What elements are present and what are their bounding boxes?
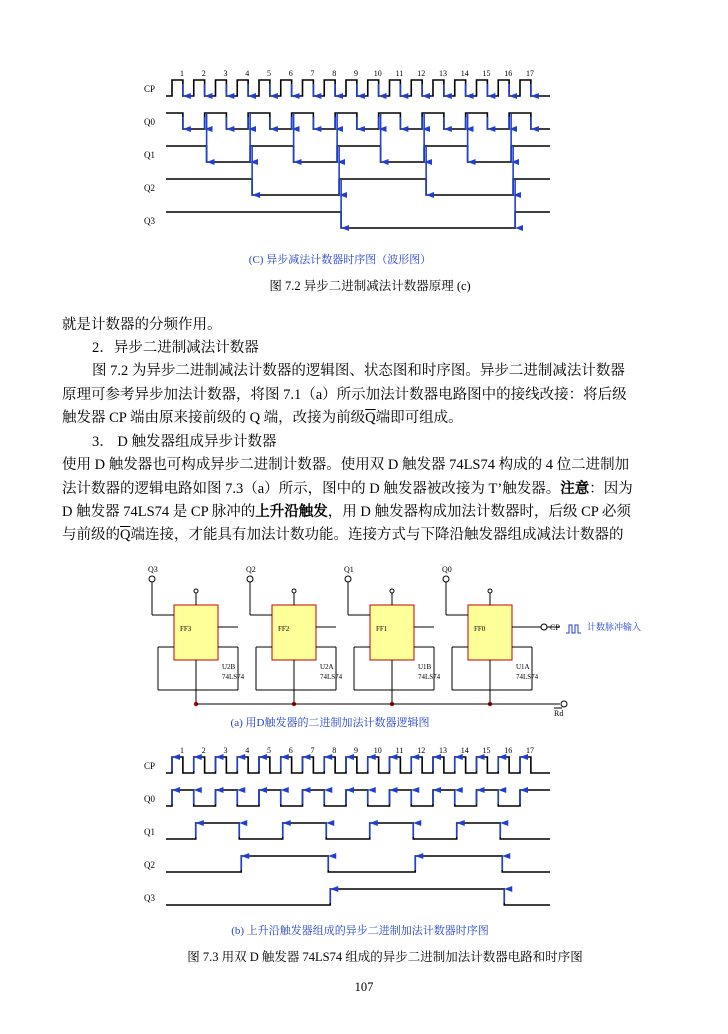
text-line (62, 478, 668, 501)
output-label-q3: Q3 (148, 565, 158, 574)
rd-label: Rd (554, 709, 564, 718)
set-pin (194, 589, 198, 593)
pulse-number: 8 (332, 69, 337, 78)
pulse-number: 5 (267, 69, 271, 78)
cp-label: CP (550, 623, 560, 632)
pulse-number: 6 (288, 69, 293, 78)
pulse-icon (566, 625, 581, 633)
pulse-number: 10 (373, 69, 382, 78)
chip-type: 74LS74 (222, 673, 245, 681)
chip-type: 74LS74 (418, 673, 441, 681)
text-line (62, 407, 668, 430)
fig73-caption: 图 7.3 用双 D 触发器 74LS74 组成的异步二进制加法计数器电路和时序图 (187, 950, 583, 964)
output-terminal (149, 576, 155, 582)
pulse-number: 11 (395, 746, 404, 755)
cp-note: 计数脉冲输入 (587, 622, 642, 632)
signal-labels (144, 84, 155, 226)
output-terminal (247, 576, 253, 582)
text-line: 图 7.2 为异步二进制减法计数器的逻辑图、状态图和时序图。异步二进制减法计数器 (92, 363, 625, 379)
pulse-number: 13 (439, 746, 447, 755)
fig72-timing-diagram (140, 66, 560, 246)
pulse-number: 3 (223, 746, 228, 755)
pulse-number: 15 (482, 746, 491, 755)
pulse-number: 13 (439, 69, 447, 78)
text-line (62, 524, 668, 547)
set-pin (292, 589, 296, 593)
text-line: 使用 D 触发器也可构成异步二进制计数器。使用双 D 触发器 74LS74 构成的 4 位二进制加 (62, 457, 630, 473)
cp-waveform (166, 757, 550, 773)
signal-label-cp: CP (144, 84, 156, 94)
signal-label-q1: Q1 (144, 150, 155, 160)
signal-label-q3: Q3 (144, 216, 155, 226)
section-heading: 2．异步二进制减法计数器 (92, 340, 259, 356)
fig73a-circuit (140, 560, 660, 720)
q-bar: $\overline{Q}$ (120, 527, 131, 543)
fig72-subcaption: (C) 异步减法计数器时序图（波形图） (248, 254, 432, 266)
chip-type: 74LS74 (320, 673, 343, 681)
signal-label-q0: Q0 (144, 794, 155, 804)
cp-terminal (541, 624, 547, 630)
fig73b-subcaption: (b) 上升沿触发器组成的异步二进制加法计数器时序图 (231, 925, 489, 937)
pulse-number: 14 (460, 69, 469, 78)
fig73a-subcaption: (a) 用D触发器的二进制加法计数器逻辑图 (230, 717, 430, 729)
q3-waveform (166, 212, 550, 228)
chip-id: U1B (418, 663, 432, 671)
text-run: 触发器 CP 端由原来接前级的 Q 端，改接为前级 (62, 410, 366, 426)
q0-waveform (166, 790, 550, 806)
q2-waveform (166, 179, 550, 195)
ff-name: FF0 (474, 625, 486, 633)
text-run: 与前级的 (62, 527, 120, 543)
pulse-numbers (180, 746, 534, 755)
waveforms (166, 757, 550, 905)
chip-id: U1A (516, 663, 530, 671)
text-run: 法计数器的逻辑电路如图 7.3（a）所示，图中的 D 触发器被改接为 T’触发器。 (62, 481, 561, 497)
ff-name: FF1 (376, 625, 388, 633)
set-pin (488, 589, 492, 593)
text-run: ，用 D 触发器构成加法计数器时，后级 CP 必须 (327, 504, 631, 520)
circuit-drawing (148, 565, 641, 718)
pulse-number: 17 (526, 746, 534, 755)
q1-waveform (166, 823, 550, 839)
output-label-q1: Q1 (344, 565, 354, 574)
text-line: 就是计数器的分频作用。 (62, 317, 222, 333)
signal-label-q2: Q2 (144, 183, 155, 193)
q-bar: $\overline{Q}$ (365, 410, 376, 426)
pulse-number: 1 (180, 69, 184, 78)
signal-label-q1: Q1 (144, 827, 155, 837)
text-run: ：因为 (589, 481, 633, 497)
page-number: 107 (354, 980, 374, 994)
pulse-number: 15 (482, 69, 491, 78)
note-label: 注意 (560, 481, 590, 497)
text-line: 原理可参考异步加法计数器，将图 7.1（a）所示加法计数器电路图中的接线改接：将后级 (62, 387, 627, 403)
pulse-number: 9 (354, 746, 358, 755)
signal-labels (144, 761, 155, 903)
edge-arrows (172, 757, 520, 903)
text-line (62, 501, 668, 524)
pulse-number: 16 (504, 69, 513, 78)
q0-waveform (166, 113, 550, 129)
pulse-number: 12 (417, 69, 426, 78)
chip-type: 74LS74 (516, 673, 539, 681)
edge-arrows (183, 84, 531, 228)
pulse-number: 3 (223, 69, 228, 78)
ff-name: FF2 (278, 625, 290, 633)
output-terminal (443, 576, 449, 582)
pulse-number: 6 (288, 746, 293, 755)
signal-label-q0: Q0 (144, 117, 155, 127)
pulse-number: 5 (267, 746, 271, 755)
pulse-number: 9 (354, 69, 358, 78)
output-label-q0: Q0 (442, 565, 452, 574)
output-label-q2: Q2 (246, 565, 256, 574)
pulse-number: 17 (526, 69, 534, 78)
pulse-number: 2 (201, 69, 206, 78)
ff-name: FF3 (180, 625, 192, 633)
pulse-number: 16 (504, 746, 513, 755)
signal-label-q3: Q3 (144, 893, 155, 903)
fig73b-timing-diagram (140, 743, 560, 918)
pulse-number: 1 (180, 746, 184, 755)
pulse-number: 10 (373, 746, 382, 755)
rd-terminal (561, 701, 567, 707)
output-terminal (345, 576, 351, 582)
q2-waveform (166, 856, 550, 872)
waveforms (166, 80, 550, 228)
pulse-number: 12 (417, 746, 426, 755)
pulse-number: 7 (310, 746, 315, 755)
chip-id: U2B (222, 663, 236, 671)
pulse-number: 8 (332, 746, 337, 755)
text-run: D 触发器 74LS74 是 CP 脉冲的 (62, 504, 256, 520)
cp-waveform (166, 80, 550, 96)
pulse-number: 14 (460, 746, 469, 755)
emphasis: 上升沿触发 (255, 504, 328, 520)
q1-waveform (166, 146, 550, 162)
pulse-number: 7 (310, 69, 315, 78)
text-run: 端即可组成。 (375, 410, 463, 426)
pulse-number: 4 (245, 746, 250, 755)
pulse-numbers (180, 69, 534, 78)
signal-label-q2: Q2 (144, 860, 155, 870)
pulse-number: 11 (395, 69, 404, 78)
section-heading: 3． D 触发器组成异步计数器 (92, 434, 277, 450)
pulse-number: 4 (245, 69, 250, 78)
q3-waveform (166, 889, 550, 905)
fig72-caption: 图 7.2 异步二进制减法计数器原理 (c) (269, 279, 471, 293)
pulse-number: 2 (201, 746, 206, 755)
chip-id: U2A (320, 663, 334, 671)
signal-label-cp: CP (144, 761, 156, 771)
set-pin (390, 589, 394, 593)
text-run: 端连接，才能具有加法计数功能。连接方式与下降沿触发器组成减法计数器的 (130, 527, 624, 543)
